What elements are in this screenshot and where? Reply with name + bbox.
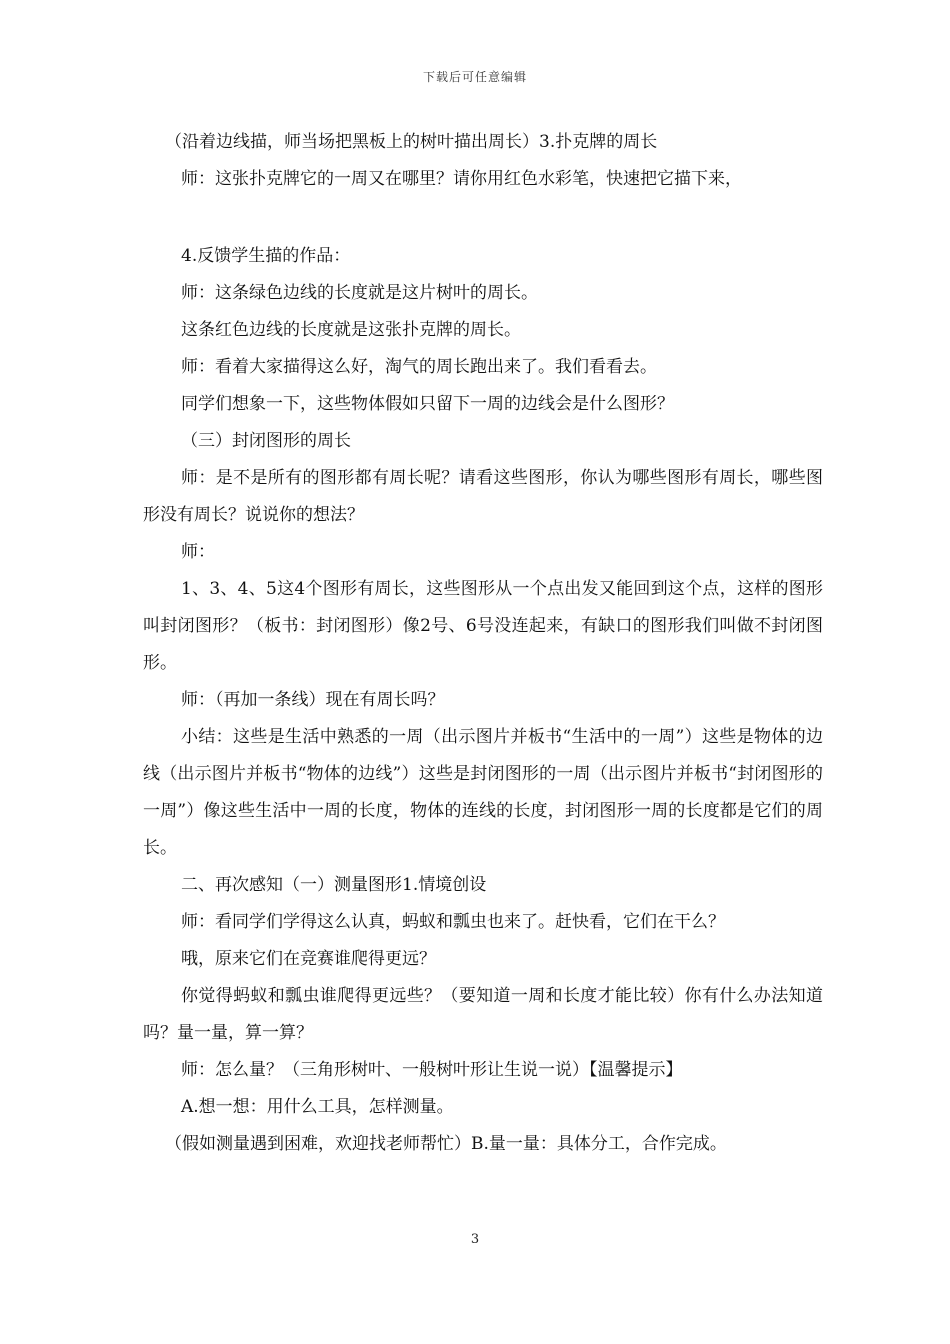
- paragraph: 师：（再加一条线）现在有周长吗？: [181, 690, 445, 710]
- paragraph: 师：是不是所有的图形都有周长呢？请看这些图形，你认为哪些图形有周长，哪些图形没有周长？说说你的想法？: [143, 468, 823, 525]
- paragraph: 师：怎么量？（三角形树叶、一般树叶形让生说一说）【温馨提示】: [181, 1060, 683, 1080]
- paragraph: 你觉得蚂蚁和瓢虫谁爬得更远些？（要知道一周和长度才能比较）你有什么办法知道吗？量一量，算一算？: [143, 986, 823, 1043]
- page-header: 下载后可任意编辑: [422, 70, 527, 84]
- paragraph: （假如测量遇到困难，欢迎找老师帮忙）B.量一量：具体分工，合作完成。: [165, 1134, 727, 1154]
- paragraph: 这条红色边线的长度就是这张扑克牌的周长。: [181, 320, 521, 340]
- paragraph: 师：看同学们学得这么认真，蚂蚁和瓢虫也来了。赶快看，它们在干么？: [181, 912, 725, 932]
- page-number: 3: [470, 1232, 480, 1247]
- document-body: [143, 124, 823, 1163]
- paragraph: 4.反馈学生描的作品：: [181, 246, 351, 266]
- blank-gap: [143, 198, 823, 238]
- paragraph: 哦，原来它们在竞赛谁爬得更远？: [181, 949, 436, 969]
- paragraph: 师：这张扑克牌它的一周又在哪里？请你用红色水彩笔，快速把它描下来，: [181, 169, 742, 189]
- section-heading: 二、再次感知（一）测量图形1.情境创设: [181, 875, 487, 895]
- paragraph: 师：: [181, 542, 215, 562]
- paragraph: 同学们想象一下，这些物体假如只留下一周的边线会是什么图形？: [181, 394, 674, 414]
- section-heading: （三）封闭图形的周长: [181, 431, 351, 451]
- paragraph: 1、3、4、5这4个图形有周长，这些图形从一个点出发又能回到这个点，这样的图形叫封闭图形？（板书：封闭图形）像2号、6号没连起来，有缺口的图形我们叫做不封闭图形。: [143, 579, 823, 673]
- paragraph: A.想一想：用什么工具，怎样测量。: [181, 1097, 454, 1117]
- paragraph: （沿着边线描，师当场把黑板上的树叶描出周长）3.扑克牌的周长: [165, 132, 658, 152]
- paragraph: 师：看着大家描得这么好，淘气的周长跑出来了。我们看看去。: [181, 357, 657, 377]
- paragraph: 师：这条绿色边线的长度就是这片树叶的周长。: [181, 283, 538, 303]
- paragraph: 小结：这些是生活中熟悉的一周（出示图片并板书“生活中的一周”）这些是物体的边线（出示图片并板书“物体的边线”）这些是封闭图形的一周（出示图片并板书“封闭图形的一周”）像这些生活中一周的长度，物体的连线的长度，封闭图形一周的长度都是它们的周长。: [143, 727, 823, 858]
